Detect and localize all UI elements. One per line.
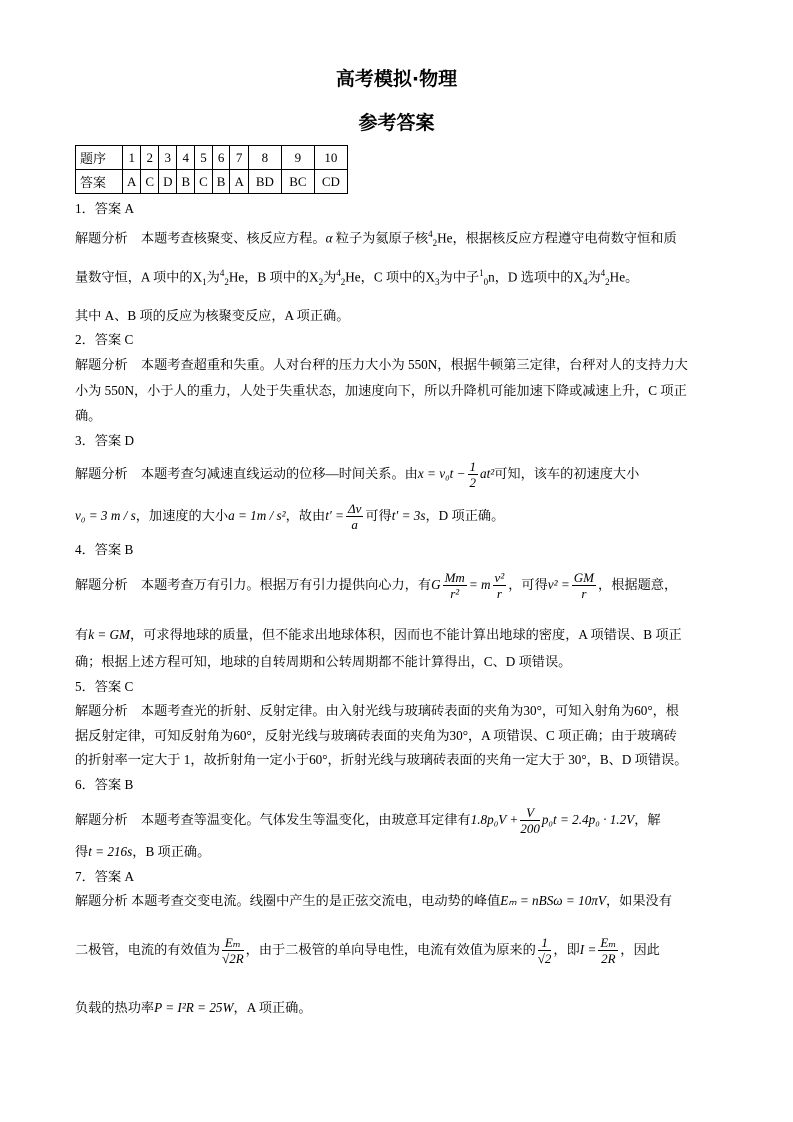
numerator: 1	[469, 459, 477, 475]
formula: Eₘ = nBSω = 10πV	[500, 893, 606, 908]
text: ，加速度的大小	[135, 508, 229, 523]
page-title: 高考模拟·物理	[335, 68, 458, 90]
formula: I =	[579, 942, 597, 957]
q6-heading: 6．答案 B	[75, 777, 134, 792]
table-cell: C	[141, 170, 159, 194]
text: 有	[75, 627, 89, 642]
He-symbol: He	[345, 269, 361, 285]
text: ，解	[634, 812, 661, 827]
text: 解题分析 本题考查核聚变、核反应方程。	[75, 230, 326, 246]
q6-line-2	[75, 843, 210, 861]
sub: 2	[318, 277, 324, 288]
formula: v² =	[547, 577, 570, 592]
text: 粒子为氦原子核	[332, 230, 429, 246]
text: 负载的热功率	[75, 1000, 155, 1015]
alpha-symbol: α	[325, 230, 333, 246]
sup: 4	[336, 268, 341, 278]
table-cell: 7	[230, 146, 248, 170]
text: ，B 项正确。	[132, 844, 211, 859]
fraction	[520, 805, 540, 836]
q4-line-1	[75, 565, 677, 605]
table-cell: 1	[123, 146, 141, 170]
text: 解题分析 本题考查匀减速直线运动的位移—时间关系。由	[75, 466, 418, 481]
text: 解题分析 本题考查万有引力。根据万有引力提供向心力，有	[75, 577, 432, 592]
table-cell: B	[177, 170, 195, 194]
q5-heading: 5．答案 C	[75, 679, 134, 694]
table-cell: C	[195, 170, 213, 194]
q3-line-2	[75, 498, 504, 534]
text: ，D 项正确。	[425, 508, 505, 523]
text: ，A 项错误、C 项正确；由于玻璃砖	[468, 728, 677, 743]
table-row	[76, 146, 348, 170]
text: 可知，该车的初速度大小	[494, 466, 640, 481]
fraction	[222, 935, 244, 966]
text: 二极管，电流的有效值为	[75, 942, 221, 957]
He-symbol: He	[609, 269, 626, 285]
q1-line-2	[75, 264, 638, 291]
fraction	[572, 570, 596, 601]
table-cell: 8	[248, 146, 281, 170]
sub: 2	[224, 277, 229, 288]
q2-line-1: 解题分析 本题考查超重和失重。人对台秤的压力大小为 550N，根据牛顿第三定律，台秤对人的支持力大	[75, 357, 688, 372]
table-cell: BD	[248, 170, 281, 194]
text: ，故由	[285, 508, 326, 523]
text: 得	[75, 844, 89, 859]
charge-number: 2	[432, 238, 438, 249]
fraction	[346, 501, 363, 532]
text: 解题分析 本题考查等温变化。气体发生等温变化，由玻意耳定律有	[75, 812, 471, 827]
text: ，如果没有	[605, 893, 672, 908]
formula: a = 1m / s²	[228, 508, 286, 523]
numerator: Eₘ	[600, 935, 617, 951]
text: 为	[206, 269, 220, 285]
numerator: 1	[538, 935, 552, 951]
formula: p₀t = 2.4p₀ · 1.2V	[541, 812, 635, 827]
numerator: Δv	[347, 501, 362, 517]
formula: at²	[480, 466, 495, 481]
q4-heading: 4．答案 B	[75, 542, 134, 557]
denominator: r²	[450, 586, 460, 602]
sub: 4	[582, 277, 588, 288]
formula: x = v₀t −	[417, 466, 466, 481]
text: 可得	[365, 508, 392, 523]
formula: v₀ = 3 m / s	[75, 508, 136, 523]
formula: k = GM	[88, 627, 131, 642]
text: ，B 项中的	[244, 269, 310, 285]
n-symbol: n	[488, 269, 495, 285]
formula: 1.8p₀V +	[470, 812, 519, 827]
q5-line-1	[75, 702, 679, 720]
denominator: 2R	[601, 951, 616, 967]
angle: 60°	[309, 752, 328, 767]
denominator: r	[581, 586, 587, 602]
text: ，C 项中的	[360, 269, 426, 285]
denominator: 2	[469, 475, 477, 491]
table-cell: 10	[314, 146, 347, 170]
text: ，根据题意，	[598, 577, 678, 592]
q5-line-3	[75, 751, 687, 769]
table-cell: D	[159, 170, 177, 194]
denominator: √2R	[222, 951, 244, 967]
numerator: V	[520, 805, 540, 821]
angle: 30°	[523, 703, 542, 718]
table-cell: 3	[159, 146, 177, 170]
period: 。	[625, 269, 639, 285]
text: ，反射光线与玻璃砖表面的夹角为	[251, 728, 450, 743]
text: ，根据核反应方程遵守电荷数守恒和质	[452, 230, 677, 246]
formula: = m	[468, 577, 491, 592]
fraction	[493, 570, 507, 601]
X2: X	[309, 269, 319, 285]
numerator: Mm	[444, 570, 465, 586]
text: ，A 项正确。	[233, 1000, 312, 1015]
q1-line-1	[75, 225, 677, 252]
text: ，折射光线与玻璃砖表面的夹角一定大于 30°，B、D 项错误。	[327, 752, 688, 767]
text: 解题分析 本题考查交变电流。线圈中产生的是正弦交流电，电动势的峰值	[75, 893, 501, 908]
q4-line-3: 确；根据上述方程可知，地球的自转周期和公转周期都不能计算得出，C、D 项错误。	[75, 654, 572, 669]
table-cell: A	[230, 170, 248, 194]
sub: 3	[435, 277, 440, 288]
sub: 2	[340, 277, 346, 288]
q4-line-2	[75, 626, 682, 644]
text: ，因此	[620, 942, 660, 957]
table-cell: 4	[177, 146, 195, 170]
q7-line-1	[75, 892, 672, 910]
text: ，根	[652, 703, 679, 718]
sup: 4	[219, 268, 225, 278]
q3-heading: 3．答案 D	[75, 433, 134, 448]
X1: X	[192, 269, 203, 285]
denominator: a	[351, 517, 358, 533]
q2-line-3: 确。	[75, 408, 102, 423]
table-cell: B	[212, 170, 230, 194]
text: 据反射定律，可知反射角为	[75, 728, 234, 743]
formula: G	[431, 577, 441, 592]
He-symbol: He	[228, 269, 245, 285]
sub: 0	[483, 277, 489, 288]
row-label: 题序	[76, 146, 123, 170]
table-cell: 5	[195, 146, 213, 170]
sub: 2	[605, 277, 610, 288]
fraction	[598, 935, 618, 966]
formula: t′ = 3s	[391, 508, 426, 523]
angle: 60°	[634, 703, 653, 718]
table-cell: BC	[281, 170, 314, 194]
q3-line-1	[75, 456, 639, 492]
fraction	[468, 459, 479, 490]
answer-table	[75, 145, 348, 194]
page-subtitle: 参考答案	[358, 112, 435, 134]
table-cell: 9	[281, 146, 314, 170]
angle: 60°	[233, 728, 252, 743]
He-symbol: He	[437, 230, 453, 246]
q2-heading: 2．答案 C	[75, 332, 134, 347]
row-label: 答案	[76, 170, 123, 194]
text: ，可得	[508, 577, 548, 592]
q6-line-1	[75, 800, 661, 840]
X4: X	[573, 269, 583, 285]
table-cell: CD	[314, 170, 347, 194]
text: ，可知入射角为	[541, 703, 635, 718]
numerator: Eₘ	[222, 935, 244, 951]
denominator: √2	[537, 951, 552, 967]
fraction	[443, 570, 467, 601]
text: 为	[587, 269, 601, 285]
q5-line-2	[75, 727, 677, 745]
table-row	[76, 170, 348, 194]
text: ，由于二极管的单向导电性，电流有效值为原来的	[245, 942, 536, 957]
mass-number: 4	[428, 229, 433, 239]
q7-line-2	[75, 928, 660, 972]
text: ，可求得地球的质量，但不能求出地球体积，因而也不能计算出地球的密度，A 项错误、B 项正	[130, 627, 682, 642]
text: ，D 选项中的	[494, 269, 574, 285]
sup: 4	[600, 268, 606, 278]
q1-line-3: 其中 A、B 项的反应为核聚变反应，A 项正确。	[75, 308, 350, 323]
q7-heading: 7．答案 A	[75, 869, 134, 884]
numerator: GM	[573, 570, 595, 586]
table-cell: 6	[212, 146, 230, 170]
text: ，即	[553, 942, 580, 957]
text: 为	[323, 269, 337, 285]
formula: t = 216s	[88, 844, 133, 859]
q2-line-2: 小为 550N，小于人的重力，人处于失重状态，加速度向下，所以升降机可能加速下降或减速上升，C 项正	[75, 383, 687, 398]
fraction	[538, 935, 552, 966]
text: 量数守恒，A 项中的	[75, 269, 193, 285]
text: 的折射率一定大于 1，故折射角一定小于	[75, 752, 310, 767]
q7-line-3	[75, 999, 312, 1017]
q1-heading: 1．答案 A	[75, 201, 134, 216]
text: 为中子	[439, 269, 480, 285]
table-cell: 2	[141, 146, 159, 170]
table-cell: A	[123, 170, 141, 194]
denominator: 200	[520, 821, 540, 837]
X3: X	[425, 269, 436, 285]
angle: 30°	[449, 728, 468, 743]
sub: 1	[202, 277, 207, 288]
text: 解题分析 本题考查光的折射、反射定律。由入射光线与玻璃砖表面的夹角为	[75, 703, 524, 718]
sup: 1	[479, 268, 484, 278]
numerator: v²	[494, 570, 505, 586]
formula: t′ =	[325, 508, 344, 523]
denominator: r	[496, 586, 502, 602]
formula: P = I²R = 25W	[154, 1000, 234, 1015]
